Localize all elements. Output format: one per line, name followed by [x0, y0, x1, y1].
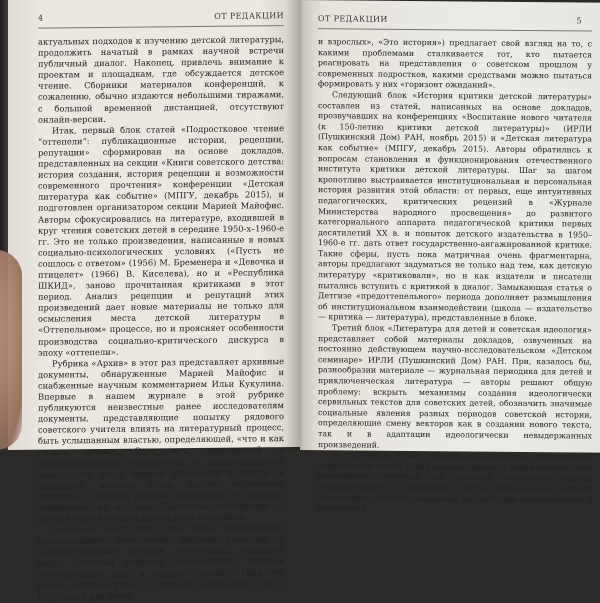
page-number: 4	[38, 13, 44, 23]
paragraph: Итак, первый блок статей «Подростковое чтение “оттепели”: публикационные истории, рецепции, репутации» сформирован на основе докладов, представленных на секции «Книги советского детства: история создания, история рецепции и возможности современного прочтения» конференции «Детская литература как событие» (МПГУ, декабрь 2015), и подготовлен организатором секции Марией Майофис. Авторы сфокусировались на литературе, входившей в круг чтения советских детей в середине 1950-х–1960-е гг. Это не только произведения, написанные в новых социально-психологических условиях («Пусть не сошлось с ответом» (1956) М. Бременера и «Девочка и птицелет» (1966) В. Киселева), но и «Республика ШКИД», заново прочитанная критиками в этот период. Анализ рецепции и репутаций этих произведений дает новые материалы не только для осмысления места детской литературы в «Оттепельном» процессе, но и проясняет особенности производства социально-критического дискурса в эпоху «оттепели».	[38, 122, 284, 358]
thumb	[0, 250, 22, 450]
running-head: ОТ РЕДАКЦИИ	[214, 11, 284, 21]
right-page	[300, 0, 600, 513]
paragraph: и взрослых», «Это история») предлагает свой взгляд на то, с какими проблемами сталкивается тот, кто пытается реагировать на представления о советском прошлом у современных подростков, какими средствами можно пытаться формировать у них «горизонт ожиданий».	[318, 37, 592, 91]
page-number: 5	[576, 16, 582, 26]
paragraph: Третий блок «Литература для детей и советская идеология» представляет собой материалы докладов, озвученных на постоянно действующем научно-исследовательском «Детском семинаре» ИРЛИ (Пушкинский Дом) РАН. При, казалось бы, разнообразии материале — журнальная периодика для детей и приключенческая литература — авторы решают общую проблему: вскрыть механизмы создания идеологически сервильных текстов для советских детей, обозначить значимые социальные явления разных периодов советской истории, определяющие смену векторов как в создании нового текста, так и в адаптации идеологически невыдержанных произведений.	[318, 323, 592, 450]
paragraph: Замыкает этот блок эссе Ильи Бернштейна, продолжающее осмысление проблем рецепции и комментирования детской литературы советской поры. Опытный издатель (руководитель издания «оттепельных» книг в сериях «Руслит», «Как это было», «Родная речь», «Собрание сочинений», «А и Б», «Книги для детей	[38, 522, 284, 602]
paragraph: актуальных подходов к изучению детской литературы, продолжить начатый в рамках научной встречи публичный диалог. Накопец, привлечь внимание к проектам и площадкам, где обсуждается детское чтение. Сборники материалов конференций, к сожалению, обычно издаются небольшими тиражами, с большой временной дистанцией, отсутствуют онлайн-версии.	[38, 34, 284, 125]
right-page-body	[318, 37, 592, 516]
running-head: ОТ РЕДАКЦИИ	[318, 14, 388, 24]
paragraph: Следующий блок «История критики детской литературы» составлен из статей, написанных на основе докладов, прозвучавших на конференциях «Воспитание нового читателя (к 150-летию критики детской литературы)» (ИРЛИ (Пушкинский Дом) РАН, ноябрь 2015) и «Детская литература как событие» (МПГУ, декабрь 2015). Авторы обратились к вопросам становления и функционирования отечественного института критики детской литературы. Шаг за шагом кропотливо выстраивается институциональная и персональная история развития этой области: от первых, еще интуитивных педагогических, критических рецензий в «Журнале Министерства народного просвещения» до развитого категориального аппарата педагогической критики первых десятилетий XX в. и попыток детского издательства в 1950–1960-е гг. дать ответ государственно-ангажированной критике. Такие сферы, пусть пока матричная очень фрагментарна, авторы предлагают задуматься не только над тем, как детскую литературу «критиковали», но и как издатели и писатели пытались вступить с критикой в диалог. Замыкающая статья о Детгизе «предоттепельного» периода дополняет размышления об институциональном взаимодействии (школа — издательство — критика — литература), представленные в блоке.	[318, 90, 592, 324]
left-page-body	[38, 34, 284, 602]
left-page	[8, 0, 300, 602]
paragraph: Рубрика «Архив» в этот раз представляет архивные документы, обнаруженные Марией Майофис и снабженные научным комментарием Ильи Кукулина. Впервые в нашем журнале в этой рубрике публикуются неизвестные ранее исследователям документы, представляющие попытку рядового советского учителя влиять на литературный процесс, быть услышанным властью, определяющей, «что и как читать детям». Этот акт гражданской и профессиональной экспертизы — примечательный знак эпохи, когда прямые обращения к власти (в частности, письма) стали частью публичного дискурса. В области детской литературы это явление совершенно не изучено. Настоящая публикация — первый опыт изучения такого рода материала.	[38, 355, 284, 524]
left-page-header	[38, 11, 284, 29]
right-page-header	[318, 14, 592, 31]
paragraph: В последнем блоке собраны исследования, посвященные современной прозе. В них рассматриваются такие аспекты, как возможности перевода для создания переводного текста, специфические и уникальные черты региональной детской литературы, проблемы жанровой дистрибуции применительно к визуальной	[318, 450, 592, 513]
